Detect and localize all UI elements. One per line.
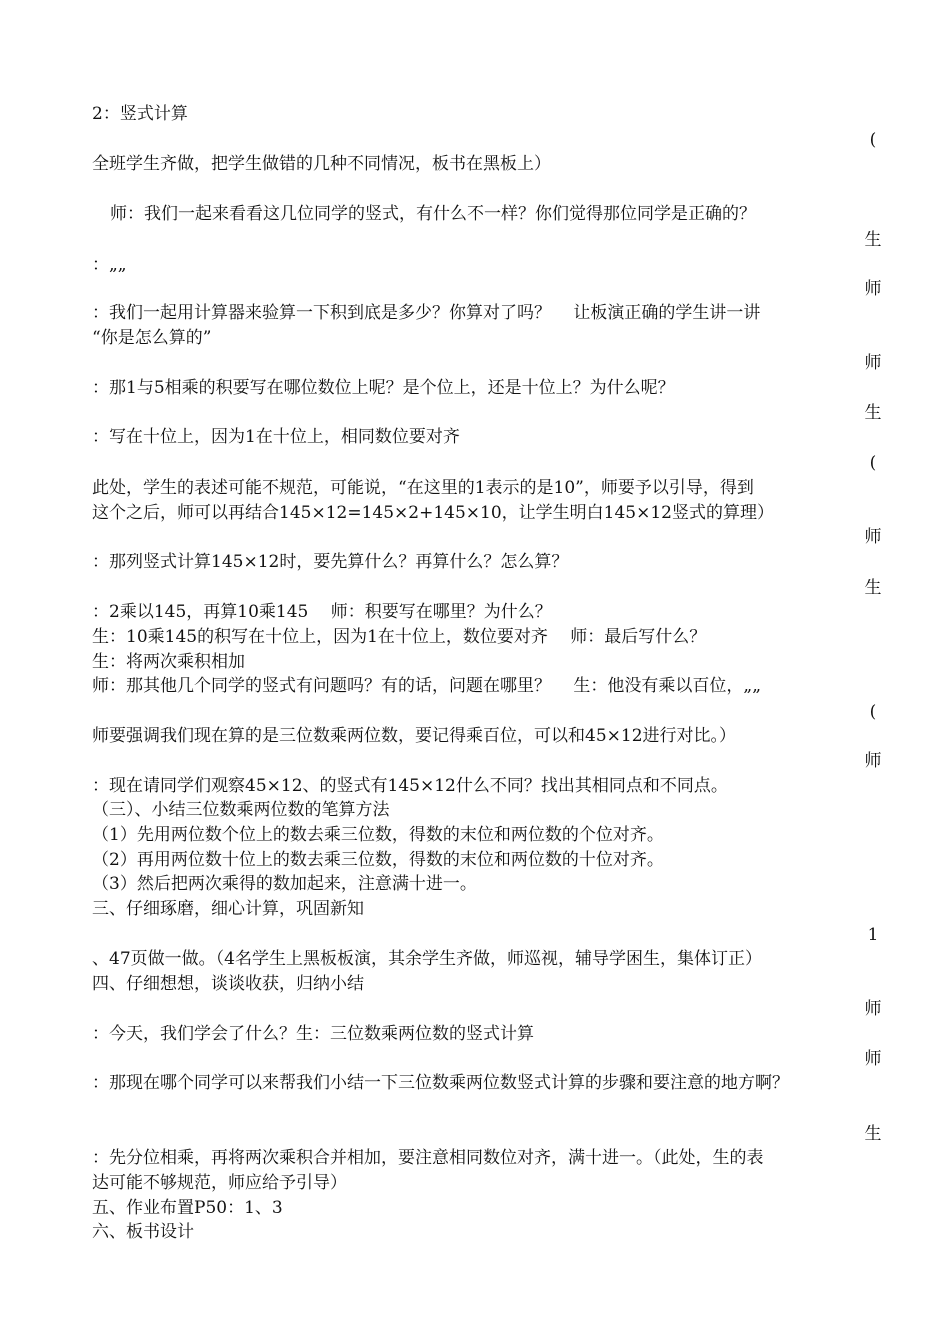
speaker-marker: 生 — [864, 230, 882, 250]
speaker-marker: 生 — [864, 578, 882, 598]
section-heading: 四、仔细想想，谈谈收获，归纳小结 — [92, 974, 364, 994]
speaker-marker: 生 — [864, 1124, 882, 1144]
text-line: ：现在请同学们观察45×12、的竖式有145×12什么不同？找出其相同点和不同点。 — [92, 776, 728, 796]
speaker-marker: 师 — [864, 353, 882, 373]
margin-marker: ( — [869, 130, 877, 150]
text-line: “你是怎么算的” — [92, 328, 212, 348]
text-line: 全班学生齐做，把学生做错的几种不同情况，板书在黑板上） — [92, 154, 551, 174]
text-line: 生：10乘145的积写在十位上，因为1在十位上，数位要对齐 师：最后写什么？ — [92, 627, 707, 647]
text-line: ：那1与5相乘的积要写在哪位数位上呢？是个位上，还是十位上？为什么呢？ — [92, 378, 675, 398]
speaker-marker: 师 — [864, 751, 882, 771]
text-line: 达可能不够规范，师应给予引导） — [92, 1173, 347, 1193]
speaker-marker: 师 — [864, 999, 882, 1019]
margin-marker: ( — [869, 702, 877, 722]
text-line: ：2乘以145，再算10乘145 师：积要写在哪里？为什么？ — [92, 602, 552, 622]
speaker-marker: 师 — [864, 279, 882, 299]
text-line: ：„„ — [92, 255, 127, 275]
text-line: 生：将两次乘积相加 — [92, 652, 245, 672]
text-line: ：先分位相乘，再将两次乘积合并相加，要注意相同数位对齐，满十进一。（此处，生的表 — [92, 1148, 764, 1168]
text-line: ：今天，我们学会了什么？生：三位数乘两位数的竖式计算 — [92, 1024, 534, 1044]
text-line: 这个之后，师可以再结合145×12=145×2+145×10，让学生明白145×12竖式的算理） — [92, 503, 774, 523]
text-line: （2）再用两位数十位上的数去乘三位数，得数的末位和两位数的十位对齐。 — [92, 850, 664, 870]
speaker-marker: 生 — [864, 403, 882, 423]
section-heading: 三、仔细琢磨，细心计算，巩固新知 — [92, 899, 364, 919]
text-line: 此处，学生的表述可能不规范，可能说，“在这里的1表示的是10”，师要予以引导，得到 — [92, 478, 754, 498]
text-line: ：我们一起用计算器来验算一下积到底是多少？你算对了吗？ 让板演正确的学生讲一讲 — [92, 303, 761, 323]
text-line: （3）然后把两次乘得的数加起来，注意满十进一。 — [92, 874, 477, 894]
text-line: ：写在十位上，因为1在十位上，相同数位要对齐 — [92, 427, 460, 447]
margin-marker: ( — [869, 453, 877, 473]
text-line: 师：我们一起来看看这几位同学的竖式，有什么不一样？你们觉得那位同学是正确的？ — [110, 204, 756, 224]
section-heading: 六、板书设计 — [92, 1222, 194, 1242]
margin-marker: 1 — [867, 925, 879, 945]
text-line: 、47页做一做。（4名学生上黑板板演，其余学生齐做，师巡视，辅导学困生，集体订正） — [92, 949, 762, 969]
text-line: 师：那其他几个同学的竖式有问题吗？有的话，问题在哪里？ 生：他没有乘以百位，„„ — [92, 676, 762, 696]
text-line: ：那现在哪个同学可以来帮我们小结一下三位数乘两位数竖式计算的步骤和要注意的地方啊？ — [92, 1073, 789, 1093]
section-heading: （三）、小结三位数乘两位数的笔算方法 — [92, 800, 390, 820]
text-line: 师要强调我们现在算的是三位数乘两位数，要记得乘百位，可以和45×12进行对比。） — [92, 726, 737, 746]
text-line: ：那列竖式计算145×12时，要先算什么？再算什么？怎么算？ — [92, 552, 569, 572]
section-heading: 2：竖式计算 — [92, 104, 188, 124]
speaker-marker: 师 — [864, 527, 882, 547]
text-line: （1）先用两位数个位上的数去乘三位数，得数的末位和两位数的个位对齐。 — [92, 825, 664, 845]
section-heading: 五、作业布置P50：1、3 — [92, 1198, 283, 1218]
speaker-marker: 师 — [864, 1049, 882, 1069]
